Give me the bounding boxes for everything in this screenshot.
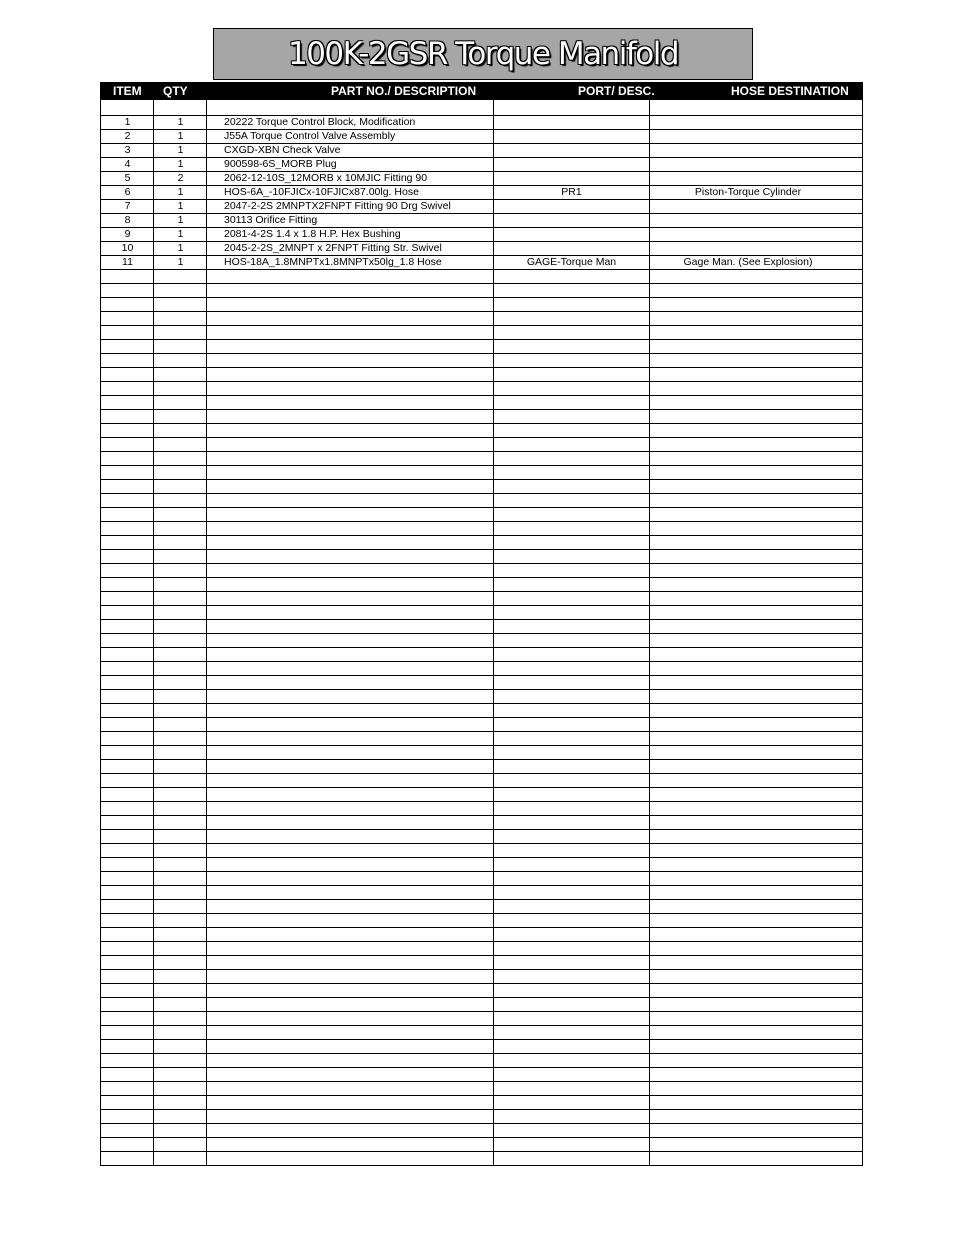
empty-row — [101, 1138, 862, 1152]
empty-row — [101, 732, 862, 746]
empty-row — [101, 382, 862, 396]
empty-row — [101, 998, 862, 1012]
empty-row — [101, 1082, 862, 1096]
empty-row — [101, 648, 862, 662]
empty-row — [101, 564, 862, 578]
empty-row — [101, 718, 862, 732]
cell-qty: 1 — [177, 130, 184, 142]
empty-row — [101, 270, 862, 284]
parts-table — [100, 82, 863, 1166]
empty-row — [101, 1110, 862, 1124]
cell-item: 5 — [124, 172, 131, 184]
empty-row — [101, 578, 862, 592]
cell-dest: Gage Man. (See Explosion) — [683, 256, 813, 268]
empty-row — [101, 760, 862, 774]
empty-row — [101, 788, 862, 802]
spacer-row — [101, 100, 862, 116]
empty-row — [101, 886, 862, 900]
cell-item: 9 — [124, 228, 131, 240]
cell-item: 10 — [121, 242, 134, 254]
cell-part: CXGD-XBN Check Valve — [224, 144, 341, 156]
cell-qty: 1 — [177, 228, 184, 240]
empty-row — [101, 816, 862, 830]
cell-part: 2062-12-10S_12MORB x 10MJIC Fitting 90 — [224, 172, 428, 184]
table-row — [101, 158, 862, 172]
empty-row — [101, 480, 862, 494]
empty-row — [101, 984, 862, 998]
header-part: PART NO./ DESCRIPTION — [331, 84, 477, 98]
cell-item: 8 — [124, 214, 131, 226]
cell-item: 11 — [122, 256, 133, 268]
cell-item: 1 — [124, 116, 131, 128]
table-body — [100, 100, 863, 1166]
cell-port: GAGE-Torque Man — [526, 256, 617, 268]
empty-row — [101, 284, 862, 298]
empty-row — [101, 312, 862, 326]
empty-row — [101, 368, 862, 382]
cell-part: 2047-2-2S 2MNPTX2FNPT Fitting 90 Drg Swivel — [224, 200, 451, 212]
empty-row — [101, 452, 862, 466]
cell-part: J55A Torque Control Valve Assembly — [224, 130, 396, 142]
empty-row — [101, 900, 862, 914]
empty-row — [101, 466, 862, 480]
empty-row — [101, 1124, 862, 1138]
cell-dest: Piston-Torque Cylinder — [694, 186, 802, 198]
table-row — [101, 228, 862, 242]
cell-qty: 2 — [177, 172, 184, 184]
empty-row — [101, 298, 862, 312]
header-item: ITEM — [113, 84, 142, 98]
cell-part: 900598-6S_MORB Plug — [224, 158, 337, 170]
table-row — [101, 256, 862, 270]
empty-row — [101, 662, 862, 676]
cell-part: HOS-6A_-10FJICx-10FJICx87.00lg. Hose — [224, 186, 419, 198]
cell-part: 20222 Torque Control Block, Modification — [224, 116, 416, 128]
empty-row — [101, 606, 862, 620]
cell-qty: 1 — [177, 200, 184, 212]
empty-row — [101, 438, 862, 452]
empty-row — [101, 340, 862, 354]
empty-row — [101, 410, 862, 424]
table-row — [101, 242, 862, 256]
empty-row — [101, 858, 862, 872]
empty-row — [101, 424, 862, 438]
empty-row — [101, 746, 862, 760]
empty-row — [101, 942, 862, 956]
empty-row — [101, 704, 862, 718]
cell-item: 6 — [124, 186, 131, 198]
table-row — [101, 200, 862, 214]
title-banner — [213, 28, 753, 80]
empty-row — [101, 354, 862, 368]
cell-qty: 1 — [177, 256, 184, 268]
cell-item: 3 — [124, 144, 131, 156]
empty-row — [101, 1054, 862, 1068]
cell-part: 2081-4-2S 1.4 x 1.8 H.P. Hex Bushing — [224, 228, 401, 240]
empty-row — [101, 1096, 862, 1110]
empty-row — [101, 956, 862, 970]
cell-part: HOS-18A_1.8MNPTx1.8MNPTx50lg_1.8 Hose — [224, 256, 442, 268]
table-row — [101, 144, 862, 158]
cell-qty: 1 — [177, 116, 184, 128]
empty-row — [101, 774, 862, 788]
empty-row — [101, 676, 862, 690]
document-title: 100K-2GSR Torque Manifold — [287, 36, 678, 72]
empty-row — [101, 508, 862, 522]
cell-qty: 1 — [177, 144, 184, 156]
empty-row — [101, 928, 862, 942]
cell-item: 2 — [124, 130, 131, 142]
header-dest: HOSE DESTINATION — [731, 84, 849, 98]
empty-row — [101, 830, 862, 844]
table-header — [100, 82, 863, 100]
header-port: PORT/ DESC. — [578, 84, 655, 98]
empty-row — [101, 1040, 862, 1054]
empty-row — [101, 536, 862, 550]
empty-row — [101, 522, 862, 536]
cell-part: 30113 Orifice Fitting — [224, 214, 318, 226]
cell-qty: 1 — [177, 158, 184, 170]
cell-qty: 1 — [177, 186, 184, 198]
empty-row — [101, 550, 862, 564]
table-row — [101, 172, 862, 186]
empty-row — [101, 1152, 862, 1166]
cell-item: 7 — [124, 200, 131, 212]
empty-row — [101, 494, 862, 508]
empty-row — [101, 1068, 862, 1082]
empty-row — [101, 690, 862, 704]
empty-row — [101, 802, 862, 816]
cell-qty: 1 — [177, 214, 184, 226]
empty-row — [101, 970, 862, 984]
empty-row — [101, 1026, 862, 1040]
table-row — [101, 214, 862, 228]
header-qty: QTY — [163, 84, 188, 98]
table-row — [101, 130, 862, 144]
empty-row — [101, 396, 862, 410]
empty-row — [101, 592, 862, 606]
cell-part: 2045-2-2S_2MNPT x 2FNPT Fitting Str. Swivel — [224, 242, 442, 254]
table-row — [101, 116, 862, 130]
cell-port: PR1 — [561, 186, 582, 198]
empty-row — [101, 634, 862, 648]
empty-row — [101, 1012, 862, 1026]
empty-row — [101, 326, 862, 340]
empty-row — [101, 872, 862, 886]
empty-row — [101, 620, 862, 634]
cell-qty: 1 — [177, 242, 184, 254]
empty-row — [101, 914, 862, 928]
cell-item: 4 — [124, 158, 131, 170]
empty-row — [101, 844, 862, 858]
table-row — [101, 186, 862, 200]
